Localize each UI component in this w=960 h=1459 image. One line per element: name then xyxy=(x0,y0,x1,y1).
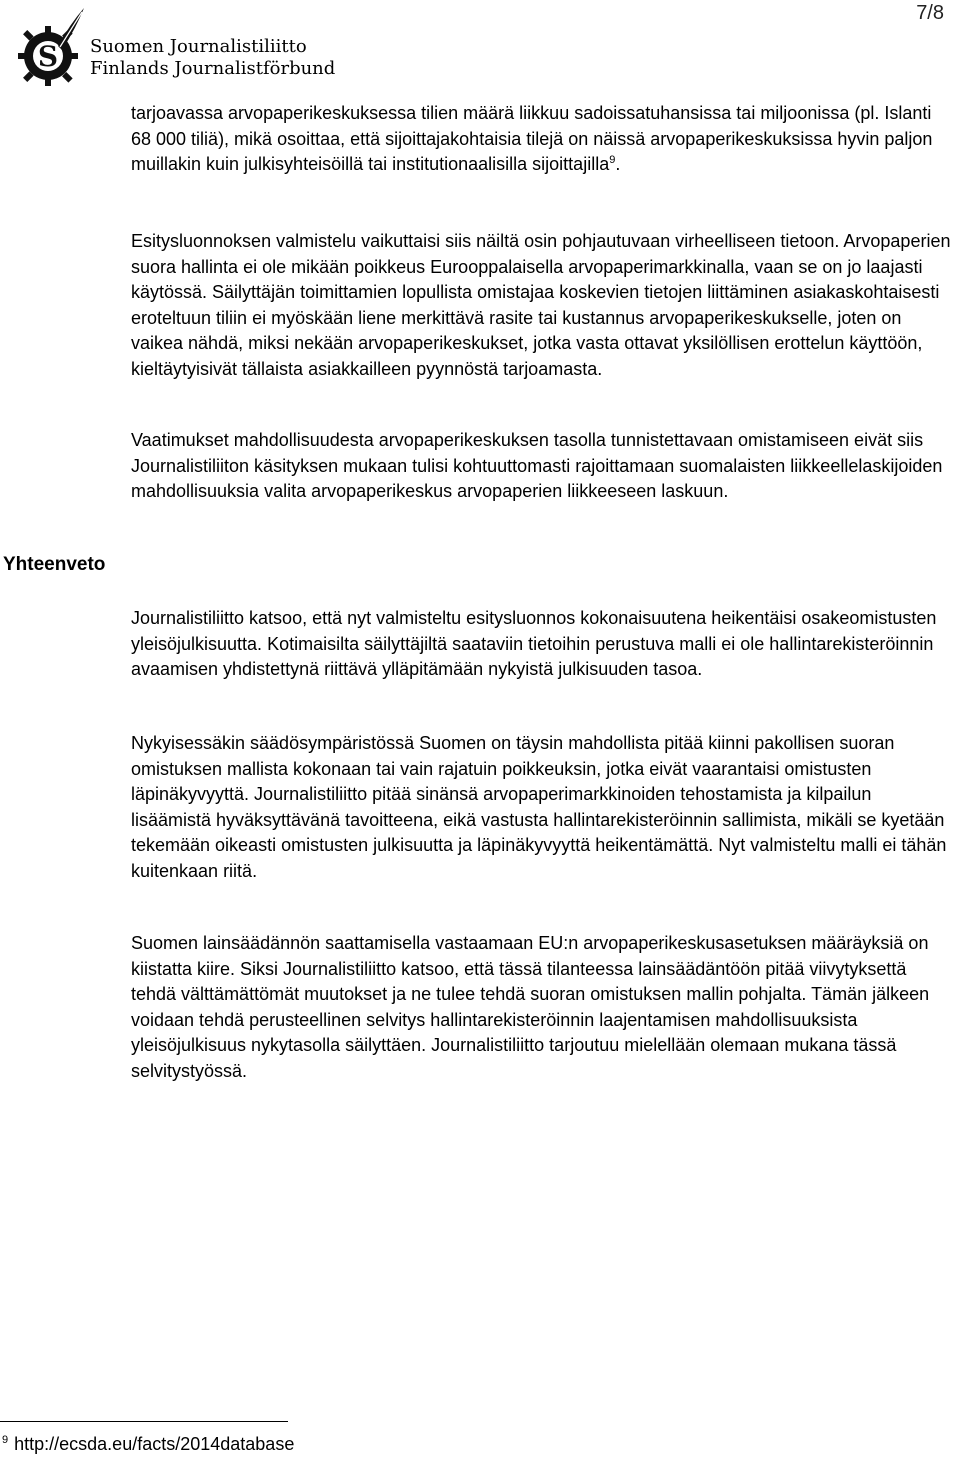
paragraph-draft-preparation: Esitysluonnoksen valmistelu vaikuttaisi siis näiltä osin pohjautuvaan virheelliseen tietoon. Arvopaperien suora hallinta ei ole mikään poikkeus Eurooppalaisella arvopaperimarkkinalla, vaan se on jo laajasti käytössä. Säilyttäjän toimittamien lopullista omistajaa koskevien tietojen liittäminen asiakaskohtaisesti eroteltuun tiliin ei myöskään liene merkittävä rasite tai kustannus arvopaperikeskukselle, joten on vaikea nähdä, miksi nekään arvopaperikeskukset, jotka vasta ottavat yksilöllisen erottelun käyttöön, kieltäytyisivät tällaista asiakkailleen pyynnöstä tarjoamasta. xyxy=(131,231,951,379)
footnote-reference: 9 xyxy=(609,154,616,166)
paragraph-current-environment: Nykyisessäkin säädösympäristössä Suomen on täysin mahdollista pitää kiinni pakollisen suoran omistuksen mallista kokonaan tai vain rajatuin poikkeuksin, jotka eivät vaarantaisi omistusten läpinäkyvyyttä. Journalistiliitto pitää sinänsä arvopaperimarkkinoiden tehostamista ja kilpailun lisäämistä hyväksyttävänä tavoitteena, eikä vastusta hallintarekisteröinnin sallimista, mikäli se kyetään tekemään oikeasti omistusten julkisuutta ja läpinäkyvyyttä heikentämättä. Nyt valmisteltu malli ei tähän kuitenkaan riitä. xyxy=(131,733,947,881)
summary-heading: Yhteenveto xyxy=(3,554,106,575)
page-number: 7/8 xyxy=(916,2,944,24)
paragraph-text: tarjoavassa arvopaperikeskuksessa tilien määrä liikkuu sadoissatuhansissa tai miljoonissa (pl. Islanti 68 000 tiliä), mikä osoittaa, että sijoittajakohtaisia tilejä on näissä arvopaperikeskuksissa hyvin paljon muillakin kuin julkisyhteisöillä tai institutionaalisilla sijoittajilla xyxy=(131,103,933,174)
org-name-fi: Suomen Journalistiliitto xyxy=(90,36,307,57)
paragraph-account-counts xyxy=(131,101,956,178)
paragraph-requirements: Vaatimukset mahdollisuudesta arvopaperikeskuksen tasolla tunnistettavaan omistamiseen eivät siis Journalistiliiton käsityksen mukaan tulisi kohtuuttomasti rajoittamaan suomalaisten liikkeellelaskijoiden mahdollisuuksia valita arvopaperikeskus arvopaperien liikkeeseen laskuun. xyxy=(131,430,943,501)
footnote-link[interactable]: http://ecsda.eu/facts/2014database xyxy=(14,1434,295,1454)
footnote xyxy=(2,1433,294,1455)
svg-text:S: S xyxy=(37,40,59,73)
footnote-number: 9 xyxy=(2,1434,9,1446)
footnote-divider xyxy=(0,1421,288,1422)
paragraph-legislation-urgency: Suomen lainsäädännön saattamisella vastaamaan EU:n arvopaperikeskusasetuksen määräyksiä on kiistatta kiire. Siksi Journalistiliitto katsoo, että tässä tilanteessa lainsäädäntöön pitää viivytyksettä tehdä välttämättömät muutokset ja ne tulee tehdä suoran omistuksen mallin pohjalta. Tämän jälkeen voidaan tehdä perusteellinen selvitys hallintarekisteröinnin laajentamisen mahdollisuuksista yleisöjulkisuus nykytasolla säilyttäen. Journalistiliitto tarjoutuu mielellään olemaan mukana tässä selvitystyössä. xyxy=(131,933,930,1081)
org-name-sv: Finlands Journalistförbund xyxy=(90,58,336,79)
paragraph-suffix: . xyxy=(615,154,621,174)
paragraph-union-view: Journalistiliitto katsoo, että nyt valmisteltu esitysluonnos kokonaisuutena heikentäisi osakeomistusten yleisöjulkisuutta. Kotimaisilta säilyttäjiltä saataviin tietoihin perustuva malli ei ole hallintarekisteröinnin avaamisen yhdistettynä riittävä ylläpitämään nykyistä julkisuuden tasoa. xyxy=(131,608,937,679)
quill-gear-logo-icon xyxy=(10,6,86,96)
